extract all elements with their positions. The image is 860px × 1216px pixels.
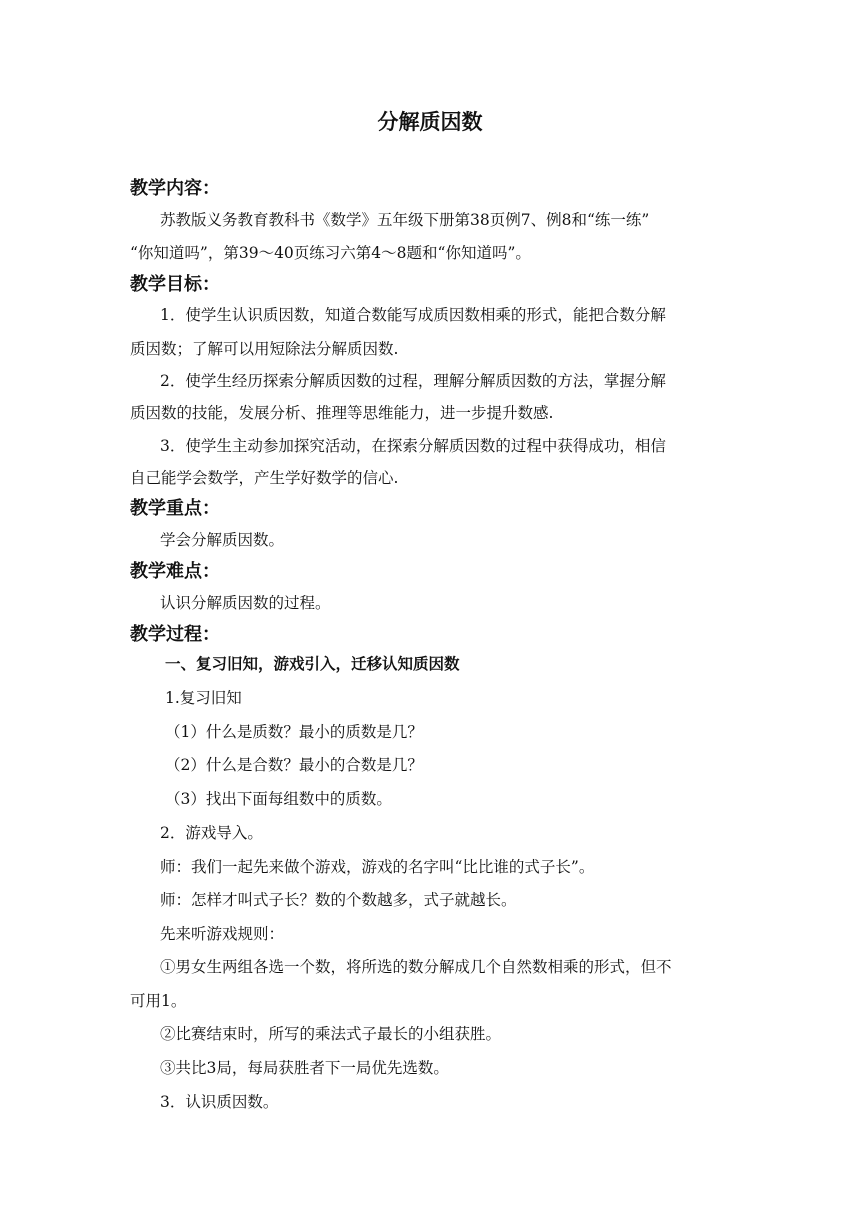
process-line: ③共比3局，每局获胜者下一局优先选数。 (160, 1059, 449, 1077)
difficulty-line: 认识分解质因数的过程。 (160, 594, 331, 612)
process-line: ②比赛结束时，所写的乘法式子最长的小组获胜。 (160, 1025, 502, 1043)
key-point-line: 学会分解质因数。 (160, 531, 285, 549)
heading-teaching-process: 教学过程： (130, 624, 220, 645)
process-line: 师：我们一起先来做个游戏，游戏的名字叫“比比谁的式子长”。 (160, 858, 595, 876)
goal-line: 自己能学会数学，产生学好数学的信心. (130, 469, 399, 487)
goal-line: 质因数；了解可以用短除法分解质因数. (130, 340, 399, 358)
process-line: （2）什么是合数？最小的合数是几？ (165, 756, 423, 774)
document-title: 分解质因数 (377, 110, 483, 134)
heading-teaching-goals: 教学目标： (130, 274, 220, 295)
process-line: 1.复习旧知 (165, 689, 242, 707)
process-line: 先来听游戏规则： (160, 925, 285, 943)
heading-teaching-content: 教学内容： (130, 178, 220, 199)
process-line: 可用1。 (130, 992, 187, 1010)
goal-line: 1．使学生认识质因数，知道合数能写成质因数相乘的形式，能把合数分解 (160, 306, 666, 324)
goal-line: 2．使学生经历探索分解质因数的过程，理解分解质因数的方法，掌握分解 (160, 372, 666, 390)
process-line: ①男女生两组各选一个数，将所选的数分解成几个自然数相乘的形式，但不 (160, 958, 672, 976)
process-subheading: 一、复习旧知，游戏引入，迁移认知质因数 (165, 655, 460, 673)
goal-line: 3．使学生主动参加探究活动，在探索分解质因数的过程中获得成功，相信 (160, 437, 666, 455)
heading-difficulty: 教学难点： (130, 561, 220, 582)
process-line: 3．认识质因数。 (160, 1093, 279, 1111)
content-line: “你知道吗”，第39～40页练习六第4～8题和“你知道吗”。 (130, 244, 531, 262)
process-line: （3）找出下面每组数中的质数。 (165, 790, 392, 808)
process-line: 师：怎样才叫式子长？数的个数越多，式子就越长。 (160, 891, 517, 909)
process-line: 2．游戏导入。 (160, 824, 263, 842)
content-line: 苏教版义务教育教科书《数学》五年级下册第38页例7、例8和“练一练” (160, 211, 650, 229)
goal-line: 质因数的技能，发展分析、推理等思维能力，进一步提升数感. (130, 404, 554, 422)
heading-key-point: 教学重点： (130, 498, 220, 519)
process-line: （1）什么是质数？最小的质数是几？ (165, 723, 423, 741)
